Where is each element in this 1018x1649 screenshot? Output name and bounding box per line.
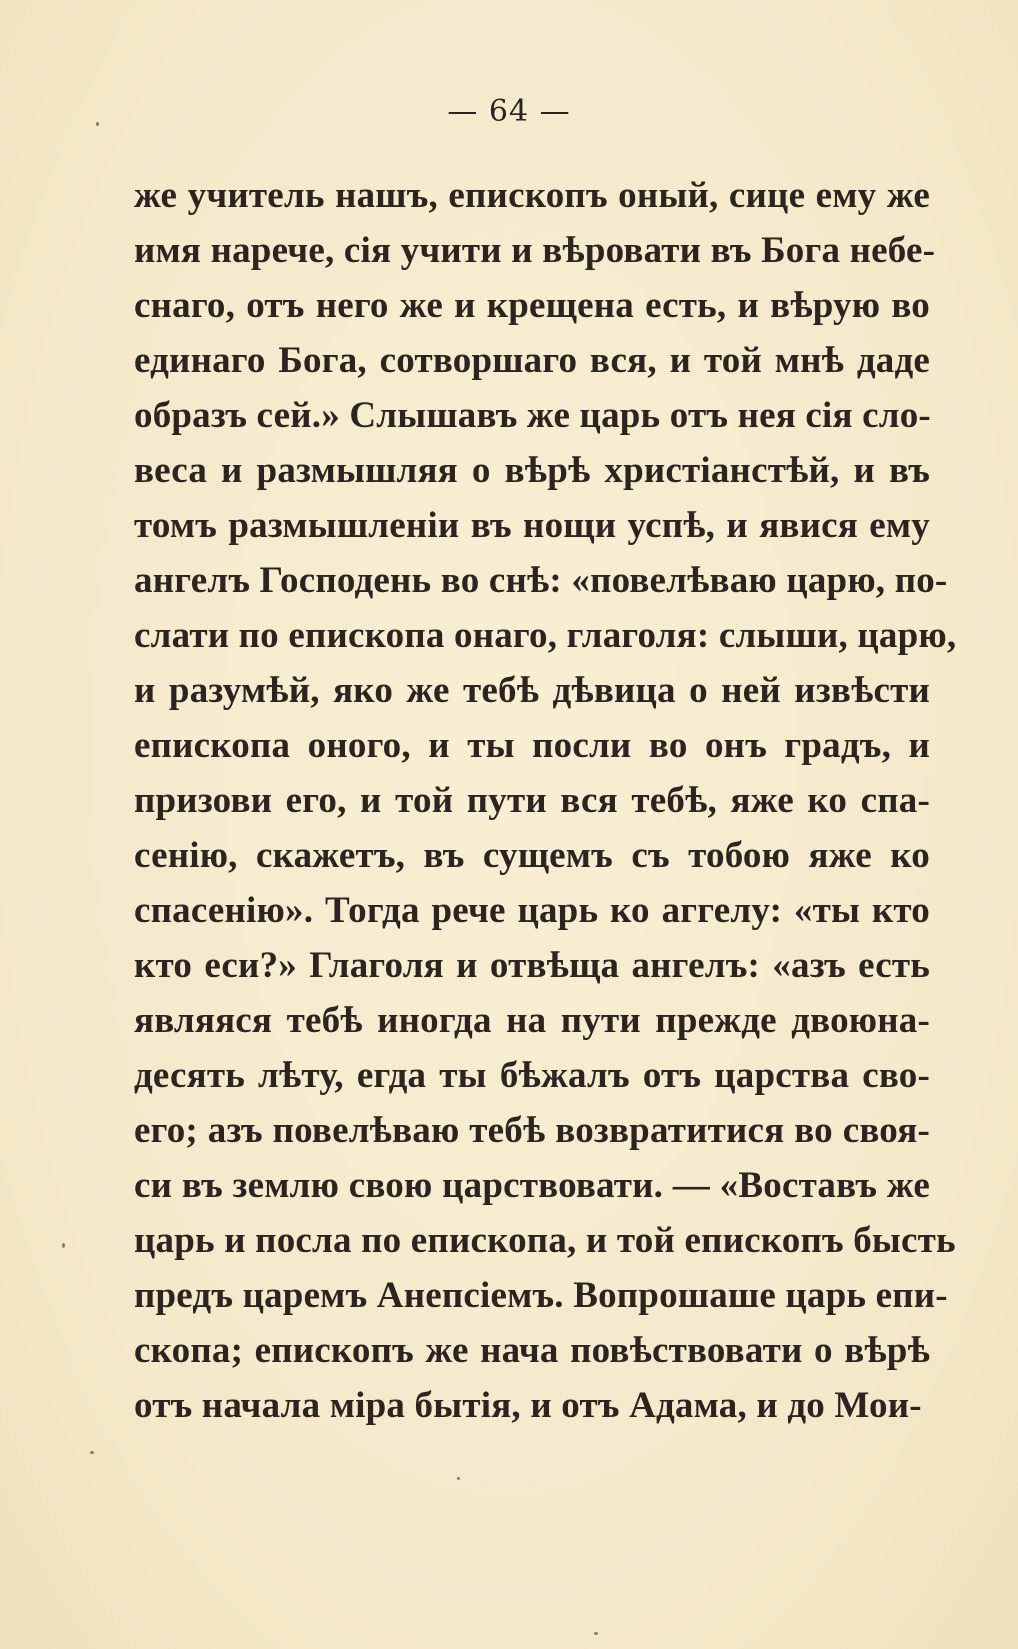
text-line: си въ землю свою царствовати. — «Воставъ же xyxy=(134,1165,930,1206)
paper-speck xyxy=(96,122,99,126)
text-line: десять лѣту, егда ты бѣжалъ отъ царства сво- xyxy=(134,1055,930,1096)
text-line: епископа оного, и ты посли во онъ градъ, и xyxy=(134,725,930,766)
text-line: скопа; епископъ же нача повѣствовати о вѣрѣ xyxy=(134,1330,930,1371)
text-line: единаго Бога, сотворшаго вся, и той мнѣ даде xyxy=(134,340,930,381)
text-line: отъ начала міра бытія, и отъ Адама, и до Мои- xyxy=(134,1385,922,1426)
text-line: спасенію». Тогда рече царь ко аггелу: «ты кто xyxy=(134,890,930,931)
text-line: томъ размышленіи въ нощи успѣ, и явися ему xyxy=(134,505,930,546)
text-line: предъ царемъ Анепсіемъ. Вопрошаше царь епи- xyxy=(134,1275,948,1316)
text-line: веса и размышляя о вѣрѣ христіанстѣй, и въ xyxy=(134,450,930,491)
paper-speck xyxy=(457,1477,460,1480)
page-number: — 64 — xyxy=(447,94,571,129)
text-line: слати по епископа онаго, глаголя: слыши, царю, xyxy=(134,615,957,656)
text-line: ангелъ Господень во снѣ: «повелѣваю царю, по- xyxy=(134,560,948,601)
text-line: кто еси?» Глаголя и отвѣща ангелъ: «азъ есть xyxy=(134,945,930,986)
text-line: царь и посла по епископа, и той епископъ бысть xyxy=(134,1220,956,1261)
text-line: сенію, скажетъ, въ сущемъ съ тобою яже ко xyxy=(134,835,930,876)
text-line: являяся тебѣ иногда на пути прежде двоюна- xyxy=(134,1000,930,1041)
text-line: имя нарече, сія учити и вѣровати въ Бога небе- xyxy=(134,230,936,271)
paper-speck xyxy=(62,1243,65,1248)
text-line: его; азъ повелѣваю тебѣ возвратитися во своя- xyxy=(134,1110,930,1151)
text-line: и разумѣй, яко же тебѣ дѣвица о ней извѣсти xyxy=(134,670,930,711)
text-line: снаго, отъ него же и крещена есть, и вѣрую во xyxy=(134,285,930,326)
text-line: образъ сей.» Слышавъ же царь отъ нея сія сло- xyxy=(134,395,931,436)
body-text xyxy=(134,168,957,1433)
paper-speck xyxy=(90,1451,94,1454)
paper-speck xyxy=(594,1632,598,1635)
text-line: призови его, и той пути вся тебѣ, яже ко спа- xyxy=(134,780,930,821)
text-line: же учитель нашъ, епископъ оный, сице ему же xyxy=(134,175,930,216)
